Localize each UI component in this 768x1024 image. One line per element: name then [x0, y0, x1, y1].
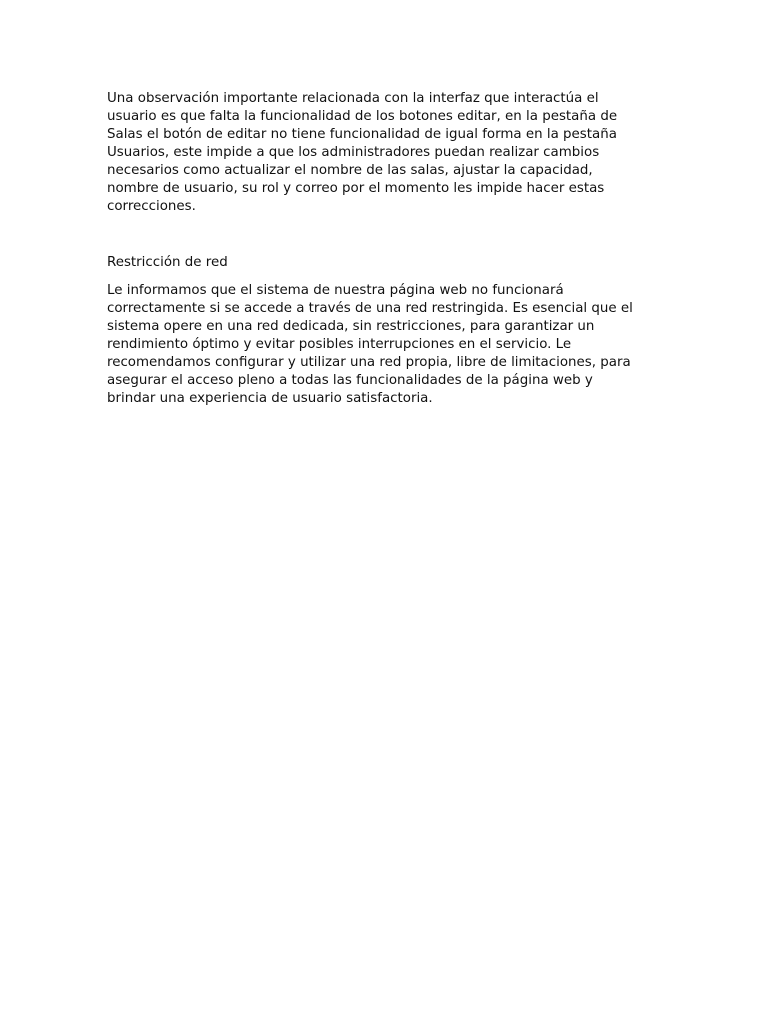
paragraph-network-restriction: Le informamos que el sistema de nuestra página web no funcionará correctamente si se accede a través de una red restringida. Es esencial que el sistema opere en una red dedicada, sin restricciones, para garantizar un rendimiento óptimo y evitar posibles interrupciones en el servicio. Le recomendamos configurar y utilizar una red propia, libre de limitaciones, para asegurar el acceso pleno a todas las funcionalidades de la página web y brindar una experiencia de usuario satisfactoria. [107, 283, 633, 406]
paragraph-editar-observation: Una observación importante relacionada con la interfaz que interactúa el usuario es que falta la funcionalidad de los botones editar, en la pestaña de Salas el botón de editar no tiene funcionalidad de igual forma en la pestaña Usuarios, este impide a que los administradores puedan realizar cambios necesarios como actualizar el nombre de las salas, ajustar la capacidad, nombre de usuario, su rol y correo por el momento les impide hacer estas correcciones. [107, 91, 618, 214]
spacer [107, 272, 667, 282]
document-page [107, 90, 667, 408]
spacer [107, 216, 667, 254]
section-heading: Restricción de red [107, 255, 228, 270]
